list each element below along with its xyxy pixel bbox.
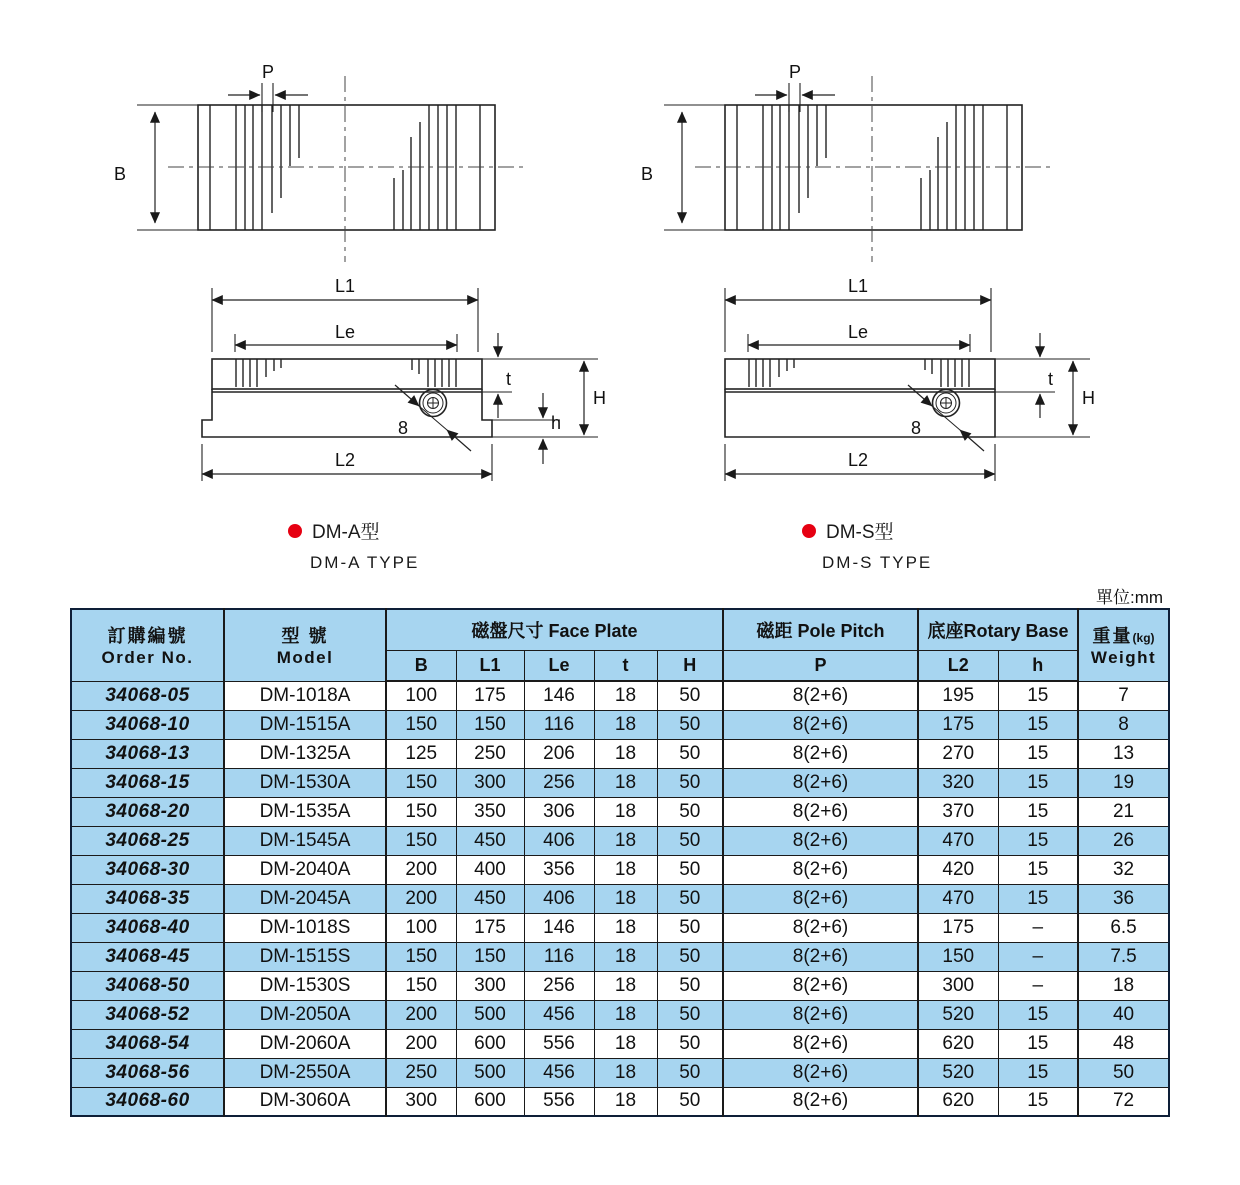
spec-cell: 18 bbox=[594, 884, 657, 913]
spec-cell: 18 bbox=[594, 913, 657, 942]
spec-cell: 300 bbox=[918, 971, 998, 1000]
header-pole-pitch: 磁距 Pole Pitch bbox=[723, 609, 918, 650]
order-no-cell: 34068-30 bbox=[71, 855, 224, 884]
spec-cell: 50 bbox=[657, 1000, 723, 1029]
spec-cell: 18 bbox=[594, 1029, 657, 1058]
spec-cell: DM-2040A bbox=[224, 855, 386, 884]
spec-table bbox=[70, 608, 1170, 1117]
table-row bbox=[71, 1087, 1169, 1116]
order-no-cell: 34068-40 bbox=[71, 913, 224, 942]
spec-cell: 175 bbox=[918, 913, 998, 942]
spec-cell: 450 bbox=[456, 884, 524, 913]
spec-cell: 175 bbox=[456, 913, 524, 942]
subheader-L1: L1 bbox=[456, 650, 524, 681]
spec-cell: 420 bbox=[918, 855, 998, 884]
spec-cell: 370 bbox=[918, 797, 998, 826]
spec-cell: 18 bbox=[594, 797, 657, 826]
spec-cell: 146 bbox=[524, 681, 594, 710]
spec-cell: DM-1515A bbox=[224, 710, 386, 739]
spec-cell: DM-1515S bbox=[224, 942, 386, 971]
table-row bbox=[71, 1000, 1169, 1029]
spec-cell: 500 bbox=[456, 1058, 524, 1087]
table-row bbox=[71, 855, 1169, 884]
spec-cell: 50 bbox=[657, 884, 723, 913]
header-rotary-base: 底座Rotary Base bbox=[918, 609, 1078, 650]
order-no-cell: 34068-52 bbox=[71, 1000, 224, 1029]
spec-cell: 50 bbox=[657, 797, 723, 826]
spec-cell: 116 bbox=[524, 710, 594, 739]
dm-a-top-view bbox=[114, 62, 526, 262]
spec-cell: 406 bbox=[524, 826, 594, 855]
order-no-cell: 34068-60 bbox=[71, 1087, 224, 1116]
spec-cell: – bbox=[998, 971, 1078, 1000]
spec-cell: 8(2+6) bbox=[723, 739, 918, 768]
spec-cell: 18 bbox=[594, 710, 657, 739]
spec-cell: 470 bbox=[918, 826, 998, 855]
dim-label-Le: Le bbox=[334, 322, 356, 342]
order-no-cell: 34068-05 bbox=[71, 681, 224, 710]
spec-cell: 8(2+6) bbox=[723, 768, 918, 797]
spec-cell: 50 bbox=[657, 855, 723, 884]
spec-cell: 15 bbox=[998, 739, 1078, 768]
spec-cell: 50 bbox=[657, 710, 723, 739]
spec-cell: 320 bbox=[918, 768, 998, 797]
dm-s-type-label: DM-S TYPE bbox=[822, 553, 933, 572]
spec-cell: 195 bbox=[918, 681, 998, 710]
spec-cell: 40 bbox=[1078, 1000, 1169, 1029]
order-no-cell: 34068-56 bbox=[71, 1058, 224, 1087]
subheader-L2: L2 bbox=[918, 650, 998, 681]
order-no-cell: 34068-13 bbox=[71, 739, 224, 768]
dm-a-caption bbox=[288, 517, 380, 544]
table-row bbox=[71, 913, 1169, 942]
order-no-cell: 34068-15 bbox=[71, 768, 224, 797]
subheader-P: P bbox=[723, 650, 918, 681]
spec-cell: 600 bbox=[456, 1087, 524, 1116]
spec-cell: – bbox=[998, 913, 1078, 942]
spec-cell: 50 bbox=[657, 1029, 723, 1058]
control-knob bbox=[933, 390, 960, 417]
dm-s-caption-label: DM-S型 bbox=[826, 522, 894, 543]
dim-label-L1: L1 bbox=[334, 276, 356, 296]
order-no-cell: 34068-10 bbox=[71, 710, 224, 739]
spec-cell: 175 bbox=[456, 681, 524, 710]
table-row bbox=[71, 884, 1169, 913]
table-row bbox=[71, 710, 1169, 739]
spec-cell: 15 bbox=[998, 1087, 1078, 1116]
spec-cell: 15 bbox=[998, 681, 1078, 710]
dim-label-P: P bbox=[788, 62, 802, 82]
spec-cell: 8(2+6) bbox=[723, 710, 918, 739]
spec-cell: 50 bbox=[1078, 1058, 1169, 1087]
spec-cell: 18 bbox=[594, 942, 657, 971]
spec-cell: 200 bbox=[386, 1029, 456, 1058]
order-no-cell: 34068-25 bbox=[71, 826, 224, 855]
spec-cell: 48 bbox=[1078, 1029, 1169, 1058]
spec-cell: 500 bbox=[456, 1000, 524, 1029]
dim-label-wrench: 8 bbox=[910, 418, 922, 438]
spec-cell: 400 bbox=[456, 855, 524, 884]
spec-cell: DM-2550A bbox=[224, 1058, 386, 1087]
spec-cell: 50 bbox=[657, 942, 723, 971]
spec-cell: 50 bbox=[657, 913, 723, 942]
spec-cell: 18 bbox=[594, 768, 657, 797]
dim-label-L2: L2 bbox=[334, 450, 356, 470]
spec-cell: 6.5 bbox=[1078, 913, 1169, 942]
dm-a-side-view bbox=[202, 276, 606, 481]
table-row bbox=[71, 681, 1169, 710]
spec-cell: 150 bbox=[456, 942, 524, 971]
spec-cell: DM-1325A bbox=[224, 739, 386, 768]
dim-label-H: H bbox=[593, 388, 606, 408]
spec-cell: 50 bbox=[657, 739, 723, 768]
spec-cell: 15 bbox=[998, 884, 1078, 913]
spec-cell: 150 bbox=[386, 710, 456, 739]
spec-cell: 300 bbox=[456, 768, 524, 797]
spec-cell: 600 bbox=[456, 1029, 524, 1058]
spec-cell: DM-2045A bbox=[224, 884, 386, 913]
spec-cell: 100 bbox=[386, 681, 456, 710]
spec-cell: 21 bbox=[1078, 797, 1169, 826]
spec-cell: 300 bbox=[386, 1087, 456, 1116]
header-model: 型 號 Model bbox=[224, 609, 386, 681]
spec-cell: 125 bbox=[386, 739, 456, 768]
spec-cell: DM-1530S bbox=[224, 971, 386, 1000]
spec-cell: 116 bbox=[524, 942, 594, 971]
dim-label-P: P bbox=[261, 62, 275, 82]
spec-cell: 150 bbox=[386, 826, 456, 855]
spec-cell: 8(2+6) bbox=[723, 971, 918, 1000]
spec-cell: 15 bbox=[998, 1029, 1078, 1058]
spec-cell: 270 bbox=[918, 739, 998, 768]
spec-cell: DM-1018S bbox=[224, 913, 386, 942]
table-row bbox=[71, 826, 1169, 855]
table-row bbox=[71, 971, 1169, 1000]
spec-cell: DM-3060A bbox=[224, 1087, 386, 1116]
spec-cell: 175 bbox=[918, 710, 998, 739]
order-no-cell: 34068-35 bbox=[71, 884, 224, 913]
spec-cell: 556 bbox=[524, 1029, 594, 1058]
spec-cell: DM-2060A bbox=[224, 1029, 386, 1058]
dim-label-L2: L2 bbox=[847, 450, 869, 470]
spec-cell: – bbox=[998, 942, 1078, 971]
spec-cell: 620 bbox=[918, 1029, 998, 1058]
spec-cell: 8(2+6) bbox=[723, 1087, 918, 1116]
spec-cell: 18 bbox=[594, 826, 657, 855]
spec-cell: DM-1530A bbox=[224, 768, 386, 797]
spec-cell: 72 bbox=[1078, 1087, 1169, 1116]
spec-cell: 15 bbox=[998, 768, 1078, 797]
order-no-cell: 34068-45 bbox=[71, 942, 224, 971]
spec-cell: 8(2+6) bbox=[723, 826, 918, 855]
dm-s-side-view bbox=[725, 276, 1095, 481]
dm-a-type-label: DM-A TYPE bbox=[310, 553, 420, 572]
order-no-cell: 34068-54 bbox=[71, 1029, 224, 1058]
dim-label-Le: Le bbox=[847, 322, 869, 342]
spec-cell: 520 bbox=[918, 1058, 998, 1087]
red-bullet-icon bbox=[802, 524, 816, 538]
table-row bbox=[71, 797, 1169, 826]
table-row bbox=[71, 739, 1169, 768]
spec-cell: 150 bbox=[386, 971, 456, 1000]
red-bullet-icon bbox=[288, 524, 302, 538]
spec-cell: 50 bbox=[657, 826, 723, 855]
spec-cell: 356 bbox=[524, 855, 594, 884]
subheader-H: H bbox=[657, 650, 723, 681]
spec-cell: 15 bbox=[998, 826, 1078, 855]
spec-cell: 18 bbox=[594, 1087, 657, 1116]
spec-cell: 256 bbox=[524, 768, 594, 797]
spec-cell: 18 bbox=[594, 1058, 657, 1087]
spec-cell: 15 bbox=[998, 797, 1078, 826]
dm-s-caption bbox=[802, 517, 894, 544]
dim-label-t: t bbox=[1048, 369, 1054, 389]
spec-cell: 150 bbox=[386, 797, 456, 826]
spec-cell: DM-2050A bbox=[224, 1000, 386, 1029]
subheader-t: t bbox=[594, 650, 657, 681]
spec-cell: 7.5 bbox=[1078, 942, 1169, 971]
spec-cell: 15 bbox=[998, 855, 1078, 884]
spec-cell: 50 bbox=[657, 971, 723, 1000]
spec-cell: 15 bbox=[998, 1058, 1078, 1087]
spec-cell: 150 bbox=[456, 710, 524, 739]
spec-cell: 36 bbox=[1078, 884, 1169, 913]
spec-cell: 32 bbox=[1078, 855, 1169, 884]
spec-cell: 8(2+6) bbox=[723, 942, 918, 971]
spec-cell: 456 bbox=[524, 1000, 594, 1029]
spec-cell: 8(2+6) bbox=[723, 681, 918, 710]
dim-label-wrench: 8 bbox=[397, 418, 409, 438]
header-face-plate: 磁盤尺寸 Face Plate bbox=[386, 609, 723, 650]
subheader-Le: Le bbox=[524, 650, 594, 681]
spec-cell: 556 bbox=[524, 1087, 594, 1116]
spec-cell: 350 bbox=[456, 797, 524, 826]
spec-cell: 146 bbox=[524, 913, 594, 942]
spec-cell: 7 bbox=[1078, 681, 1169, 710]
spec-cell: 8 bbox=[1078, 710, 1169, 739]
header-weight: 重量(kg) Weight bbox=[1078, 609, 1169, 681]
spec-cell: 520 bbox=[918, 1000, 998, 1029]
spec-cell: 26 bbox=[1078, 826, 1169, 855]
unit-label: 單位:mm bbox=[1096, 588, 1164, 607]
spec-cell: 8(2+6) bbox=[723, 884, 918, 913]
dm-s-top-view bbox=[641, 62, 1053, 262]
spec-cell: 8(2+6) bbox=[723, 1000, 918, 1029]
spec-table-body bbox=[71, 681, 1169, 1116]
spec-cell: 450 bbox=[456, 826, 524, 855]
dim-label-t: t bbox=[506, 369, 512, 389]
spec-cell: 200 bbox=[386, 1000, 456, 1029]
spec-cell: 50 bbox=[657, 1087, 723, 1116]
spec-cell: DM-1545A bbox=[224, 826, 386, 855]
spec-cell: 470 bbox=[918, 884, 998, 913]
dim-label-H: H bbox=[1082, 388, 1095, 408]
spec-cell: 50 bbox=[657, 1058, 723, 1087]
spec-cell: 8(2+6) bbox=[723, 1058, 918, 1087]
order-no-cell: 34068-50 bbox=[71, 971, 224, 1000]
spec-cell: 200 bbox=[386, 855, 456, 884]
spec-cell: 250 bbox=[456, 739, 524, 768]
spec-cell: 150 bbox=[386, 768, 456, 797]
spec-cell: 200 bbox=[386, 884, 456, 913]
spec-cell: 8(2+6) bbox=[723, 855, 918, 884]
spec-cell: 8(2+6) bbox=[723, 1029, 918, 1058]
header-order-no: 訂購編號 Order No. bbox=[71, 609, 224, 681]
spec-cell: 250 bbox=[386, 1058, 456, 1087]
dim-label-h: h bbox=[551, 413, 562, 433]
table-row bbox=[71, 1058, 1169, 1087]
spec-cell: 150 bbox=[386, 942, 456, 971]
spec-cell: 18 bbox=[594, 855, 657, 884]
subheader-B: B bbox=[386, 650, 456, 681]
table-row bbox=[71, 768, 1169, 797]
spec-cell: 15 bbox=[998, 710, 1078, 739]
spec-cell: 15 bbox=[998, 1000, 1078, 1029]
spec-cell: 18 bbox=[594, 739, 657, 768]
spec-cell: 50 bbox=[657, 681, 723, 710]
spec-cell: 18 bbox=[594, 681, 657, 710]
spec-cell: 306 bbox=[524, 797, 594, 826]
spec-cell: 8(2+6) bbox=[723, 913, 918, 942]
rotary-base-outline bbox=[202, 389, 492, 437]
subheader-h: h bbox=[998, 650, 1078, 681]
spec-cell: 150 bbox=[918, 942, 998, 971]
spec-cell: 19 bbox=[1078, 768, 1169, 797]
order-no-cell: 34068-20 bbox=[71, 797, 224, 826]
spec-cell: 18 bbox=[594, 971, 657, 1000]
spec-cell: 406 bbox=[524, 884, 594, 913]
spec-cell: DM-1018A bbox=[224, 681, 386, 710]
spec-cell: 256 bbox=[524, 971, 594, 1000]
spec-cell: DM-1535A bbox=[224, 797, 386, 826]
spec-cell: 8(2+6) bbox=[723, 797, 918, 826]
spec-cell: 100 bbox=[386, 913, 456, 942]
dim-label-B: B bbox=[113, 164, 127, 184]
dim-label-B: B bbox=[640, 164, 654, 184]
dm-a-caption-label: DM-A型 bbox=[312, 522, 380, 543]
spec-cell: 456 bbox=[524, 1058, 594, 1087]
dim-label-L1: L1 bbox=[847, 276, 869, 296]
spec-cell: 18 bbox=[1078, 971, 1169, 1000]
table-row bbox=[71, 1029, 1169, 1058]
spec-cell: 13 bbox=[1078, 739, 1169, 768]
spec-cell: 18 bbox=[594, 1000, 657, 1029]
spec-cell: 50 bbox=[657, 768, 723, 797]
spec-cell: 300 bbox=[456, 971, 524, 1000]
spec-cell: 620 bbox=[918, 1087, 998, 1116]
spec-cell: 206 bbox=[524, 739, 594, 768]
control-knob bbox=[420, 390, 447, 417]
table-row bbox=[71, 942, 1169, 971]
